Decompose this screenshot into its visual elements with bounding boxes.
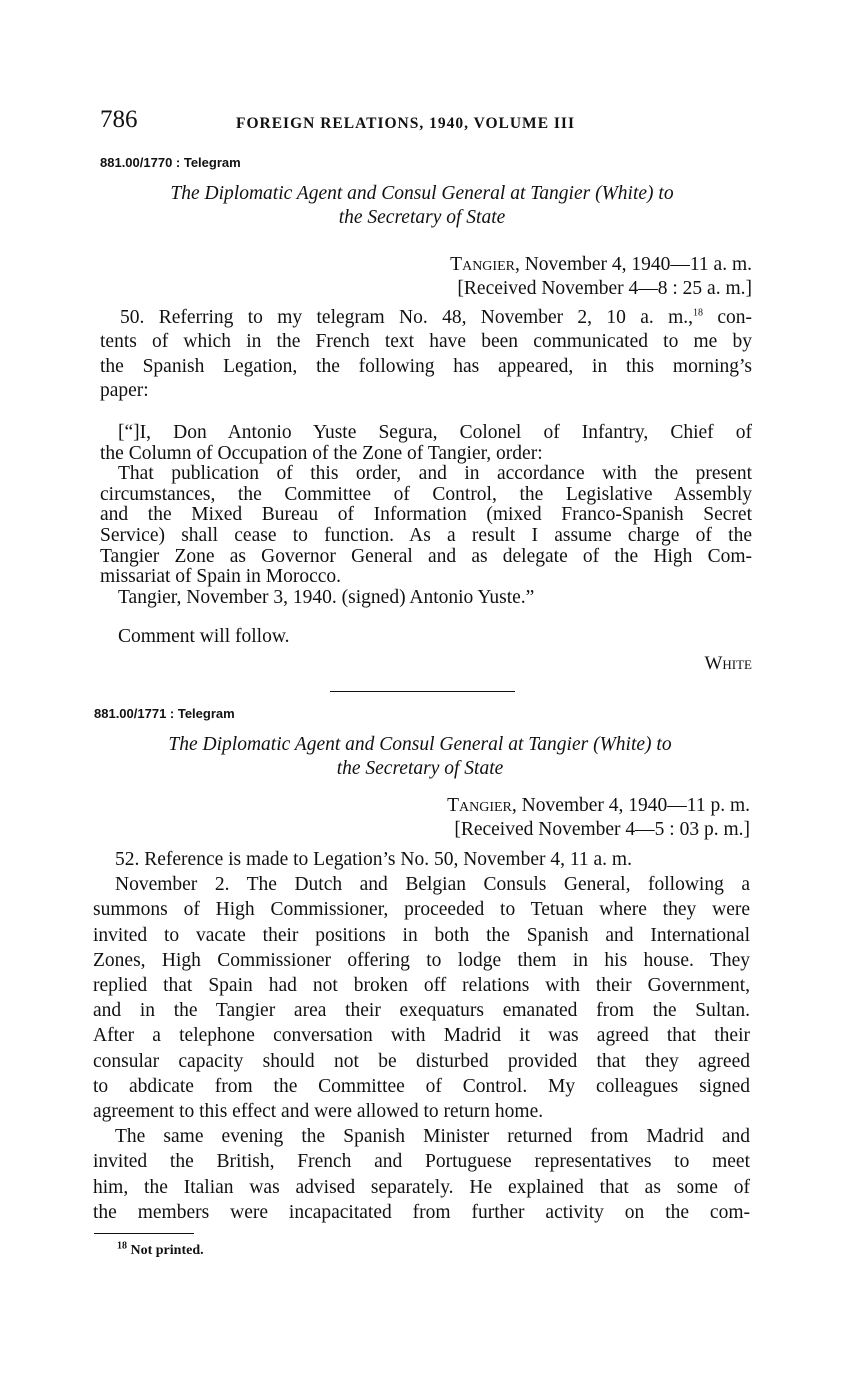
doc1-body-line: tents of which in the French text have been communicated to me by	[100, 331, 752, 353]
doc1-quoted-order	[100, 423, 752, 608]
doc2-place: Tangier	[447, 795, 512, 816]
quote-line: the Column of Occupation of the Zone of Tangier, order:	[100, 442, 543, 464]
doc2-body-line: 52. Reference is made to Legation’s No. 50, November 4, 11 a. m.	[115, 849, 632, 870]
doc1-place: Tangier	[450, 254, 515, 275]
footnote-ref: 18	[693, 307, 703, 319]
doc1-signature: White	[704, 653, 752, 674]
doc2-dateline	[447, 794, 750, 842]
doc2-body-line: and in the Tangier area their exequaturs emanated from the Sultan.	[93, 1000, 750, 1022]
section-divider	[330, 691, 515, 692]
page-number: 786	[100, 106, 138, 133]
quote-line: missariat of Spain in Morocco.	[100, 566, 341, 588]
doc2-body-line: November 2. The Dutch and Belgian Consuls General, following a	[115, 874, 750, 896]
doc1-body-line: paper:	[100, 379, 149, 401]
footnote-number: 18	[117, 1240, 127, 1252]
doc1-body-line: 50. Referring to my telegram No. 48, November 2, 10 a. m.,$^{18}$ con-	[120, 307, 752, 328]
doc1-body-line: the Spanish Legation, the following has appeared, in this morning’s	[100, 355, 752, 377]
running-title: FOREIGN RELATIONS, 1940, VOLUME III	[236, 115, 575, 132]
doc2-body-line: Zones, High Commissioner offering to lodge them in his house. They	[93, 949, 750, 971]
doc2-body-line: replied that Spain had not broken off relations with their Government,	[93, 975, 750, 997]
quote-line: Tangier Zone as Governor General and as delegate of the High Com-	[100, 545, 752, 567]
doc2-body-line: him, the Italian was advised separately. He explained that as some of	[93, 1176, 750, 1198]
doc2-body-line: to abdicate from the Committee of Control. My colleagues signed	[93, 1075, 750, 1097]
quote-line: Tangier, November 3, 1940. (signed) Antonio Yuste.”	[118, 586, 535, 608]
doc1-dateline	[450, 253, 752, 301]
doc2-body-line: consular capacity should not be disturbed provided that they agreed	[93, 1050, 750, 1072]
footnote-text: Not printed.	[127, 1243, 204, 1258]
doc2-title-line2: the Secretary of State	[336, 758, 504, 779]
doc2-received: [Received November 4—5 : 03 p. m.]	[454, 819, 750, 840]
doc2-body-line: invited to vacate their positions in both the Spanish and International	[93, 924, 750, 946]
doc2-file-number: 881.00/1771 : Telegram	[94, 706, 235, 721]
quote-line: circumstances, the Committee of Control, the Legislative Assembly	[100, 483, 752, 505]
quote-line: [“]I, Don Antonio Yuste Segura, Colonel of Infantry, Chief of	[118, 422, 752, 443]
doc1-title-line1: The Diplomatic Agent and Consul General at Tangier (White) to	[170, 183, 674, 204]
doc1-received: [Received November 4—8 : 25 a. m.]	[457, 278, 752, 299]
doc2-body-line: invited the British, French and Portuguese representatives to meet	[93, 1151, 750, 1173]
doc1-body	[100, 306, 752, 403]
doc1-date: , November 4, 1940—11 a. m.	[514, 254, 752, 275]
doc2-title	[94, 733, 746, 781]
quote-line: Service) shall cease to function. As a result I assume charge of the	[100, 524, 752, 546]
quote-line: That publication of this order, and in accordance with the present	[118, 463, 752, 485]
doc1-title	[96, 182, 748, 230]
doc1-title-line2: the Secretary of State	[338, 207, 506, 228]
doc1-closing: Comment will follow.	[118, 626, 290, 647]
doc1-file-number: 881.00/1770 : Telegram	[100, 155, 241, 170]
doc2-body-line: the members were incapacitated from further activity on the com-	[93, 1201, 750, 1223]
doc2-date: , November 4, 1940—11 p. m.	[511, 795, 750, 816]
footnote	[117, 1240, 204, 1259]
doc2-title-line1: The Diplomatic Agent and Consul General at Tangier (White) to	[168, 734, 672, 755]
doc2-body-line: agreement to this effect and were allowed to return home.	[93, 1101, 544, 1123]
footnote-rule	[94, 1233, 194, 1234]
doc2-body-line: The same evening the Spanish Minister returned from Madrid and	[115, 1126, 750, 1148]
quote-line: and the Mixed Bureau of Information (mixed Franco-Spanish Secret	[100, 504, 752, 526]
doc2-body	[93, 847, 750, 1225]
doc2-body-line: summons of High Commissioner, proceeded to Tetuan where they were	[93, 899, 750, 921]
doc2-body-line: After a telephone conversation with Madrid it was agreed that their	[93, 1025, 750, 1047]
